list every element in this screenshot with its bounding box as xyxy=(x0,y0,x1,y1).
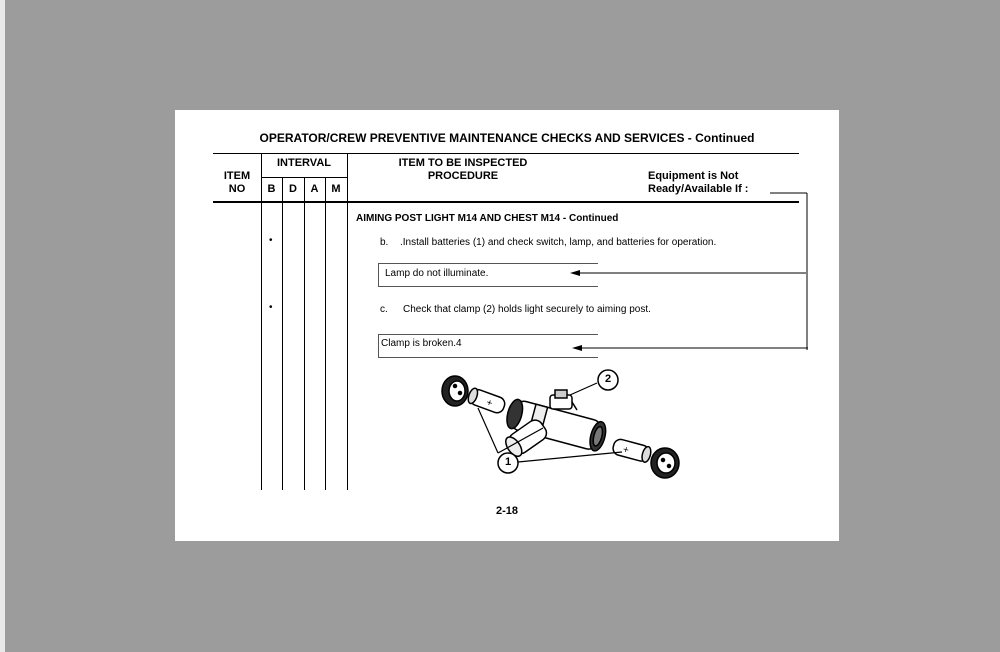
svg-text:+: + xyxy=(484,397,494,410)
clamp xyxy=(550,390,577,410)
not-ready-header-1: Equipment is Not xyxy=(648,170,739,182)
item-no-header-2: NO xyxy=(228,183,246,195)
viewer-left-edge xyxy=(0,0,5,652)
step-c-text: Check that clamp (2) holds light securely to aiming post. xyxy=(403,304,651,315)
inspect-header-1: ITEM TO BE INSPECTED xyxy=(398,157,528,169)
page-number: 2-18 xyxy=(495,505,519,517)
step-c-not-ready-text: Clamp is broken.4 xyxy=(381,338,462,349)
svg-text:+: + xyxy=(621,444,630,457)
interval-bullet-b: • xyxy=(269,235,273,246)
step-b-text: .Install batteries (1) and check switch, lamp, and batteries for operation. xyxy=(400,237,717,248)
left-battery xyxy=(466,387,506,415)
aiming-post-light-figure xyxy=(175,110,839,541)
callout-1: 1 xyxy=(504,456,512,468)
interval-bullet-c: • xyxy=(269,302,273,313)
step-b-label: b. xyxy=(380,237,389,248)
not-ready-header-2: Ready/Available If : xyxy=(648,183,749,195)
item-no-header-1: ITEM xyxy=(223,170,251,182)
section-heading: AIMING POST LIGHT M14 AND CHEST M14 - Continued xyxy=(356,213,619,224)
interval-col-b: B xyxy=(267,183,276,195)
right-battery xyxy=(612,438,653,463)
callout-2: 2 xyxy=(604,373,612,385)
interval-header: INTERVAL xyxy=(277,157,331,169)
step-b-not-ready-text: Lamp do not illuminate. xyxy=(385,268,489,279)
inspect-header-2: PROCEDURE xyxy=(427,170,499,182)
interval-col-a: A xyxy=(310,183,319,195)
step-c-label: c. xyxy=(380,304,388,315)
page-title: OPERATOR/CREW PREVENTIVE MAINTENANCE CHECKS AND SERVICES - Continued xyxy=(259,131,755,145)
interval-col-m: M xyxy=(331,183,341,195)
document-page xyxy=(175,110,839,541)
interval-col-d: D xyxy=(289,183,297,195)
